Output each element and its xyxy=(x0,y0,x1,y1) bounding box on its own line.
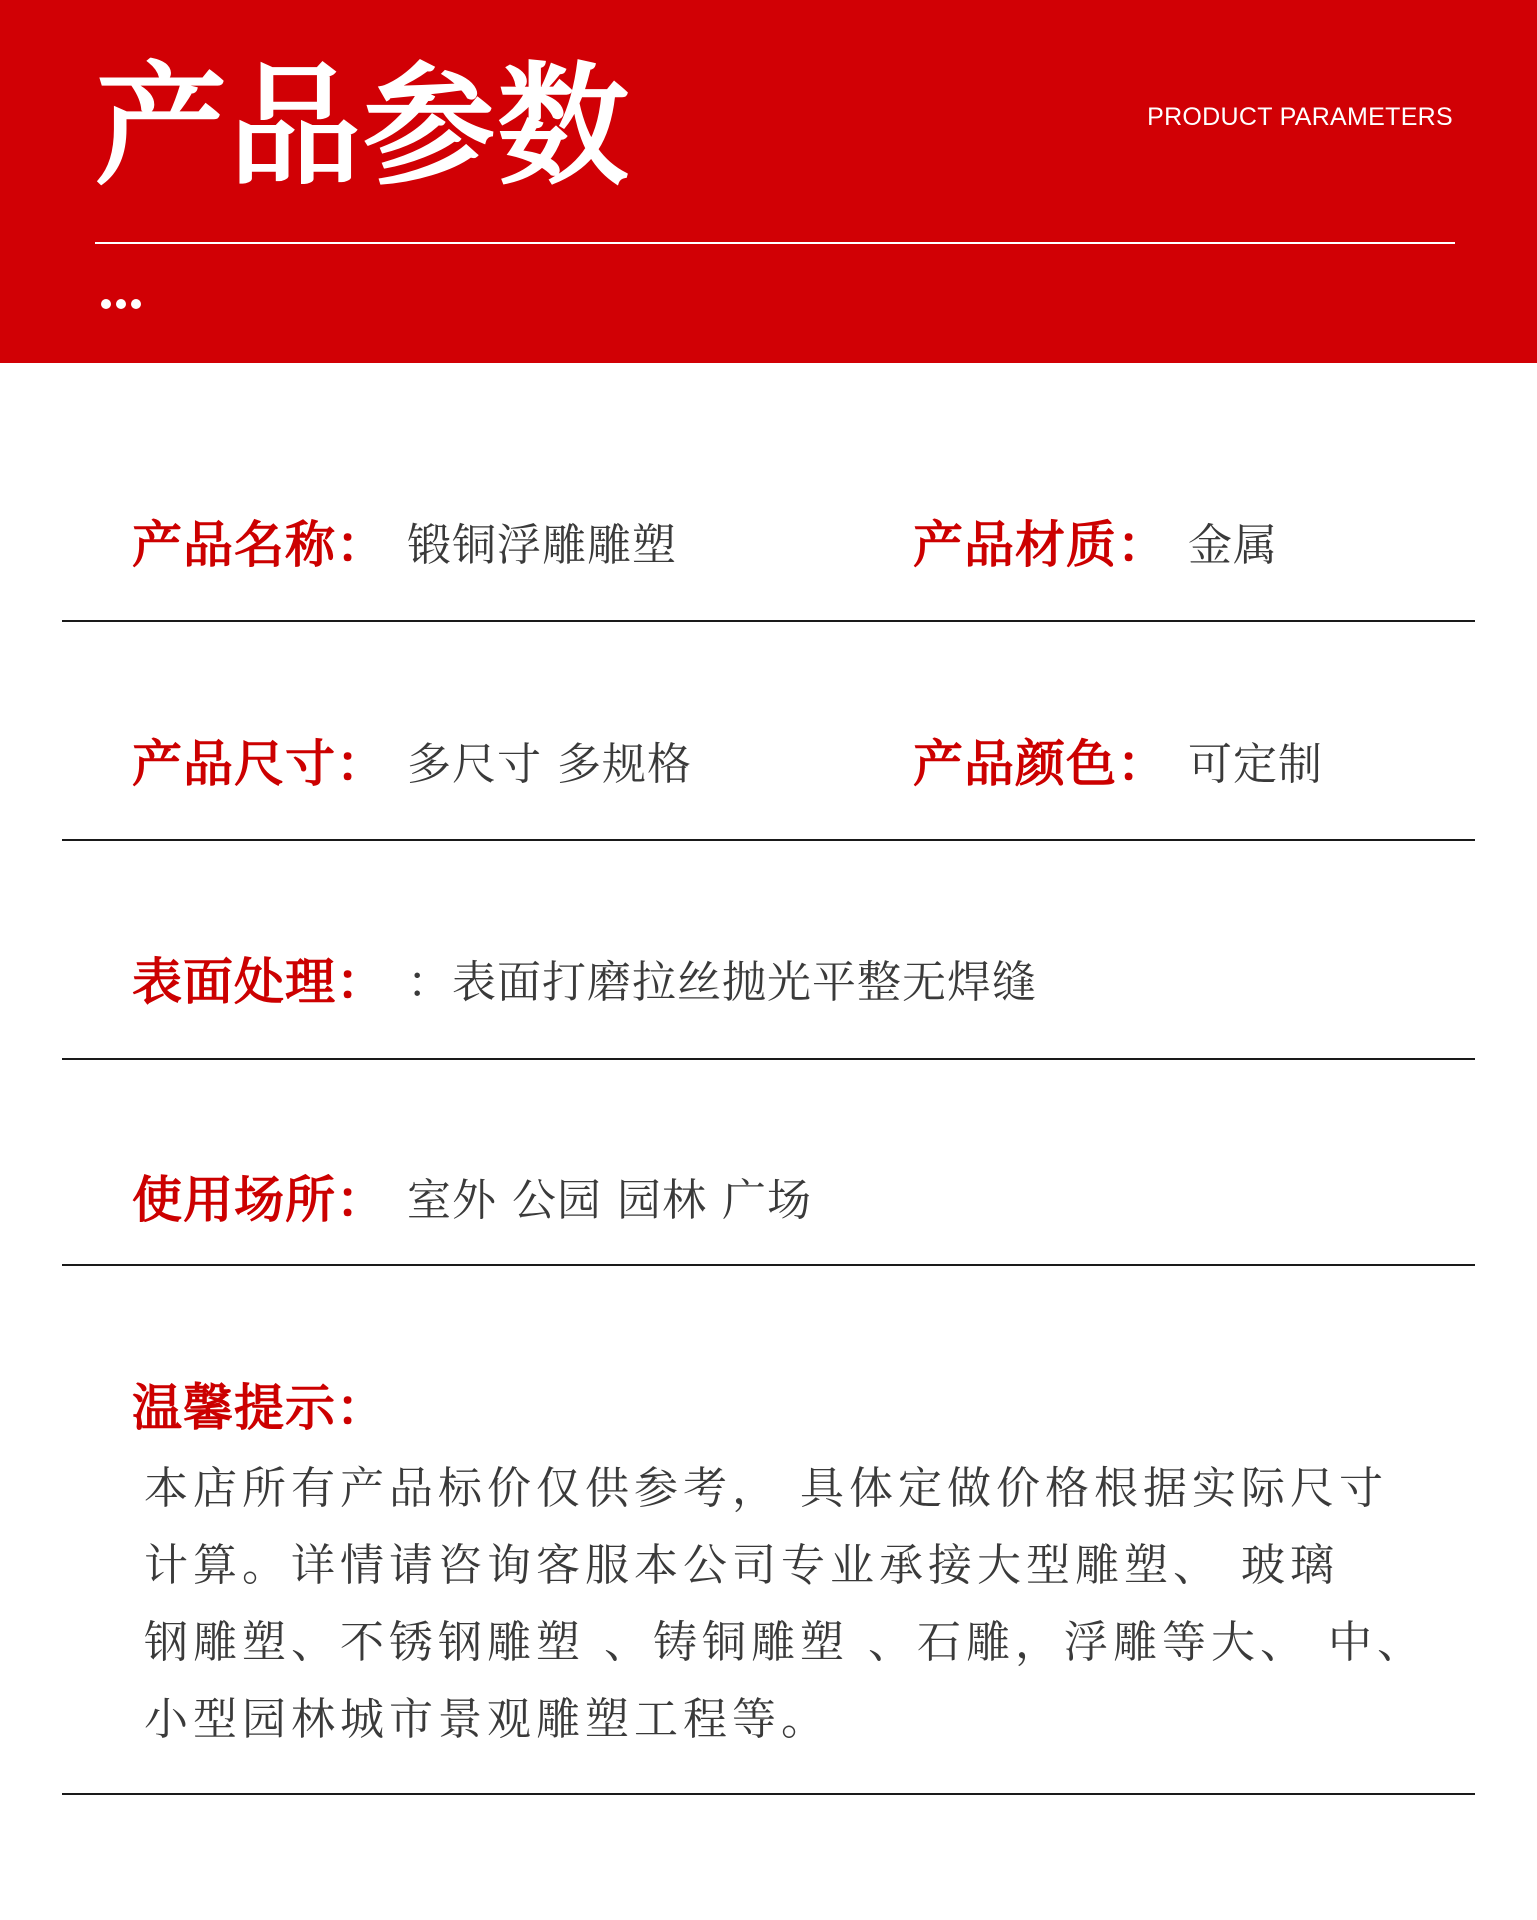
param-product-material xyxy=(913,505,1278,577)
row-divider xyxy=(62,1264,1475,1266)
tips-heading: 温馨提示： xyxy=(132,1379,387,1437)
param-label: 表面处理： xyxy=(132,953,387,1011)
row-divider xyxy=(62,620,1475,622)
param-surface-treatment xyxy=(132,942,1037,1014)
param-label: 产品名称： xyxy=(132,516,387,574)
page-title: 产品参数 xyxy=(95,50,631,204)
page-subtitle: PRODUCT PARAMETERS xyxy=(1147,103,1453,131)
tips-body xyxy=(144,1450,1426,1758)
param-product-name xyxy=(132,505,677,577)
param-label: 产品材质： xyxy=(913,516,1168,574)
param-value: 室外 公园 园林 广场 xyxy=(407,1175,812,1226)
header-banner xyxy=(0,0,1537,363)
tips-line: 钢雕塑、不锈钢雕塑 、铸铜雕塑 、石雕，浮雕等大、 中、 xyxy=(144,1617,1426,1668)
param-value: 多尺寸 多规格 xyxy=(407,739,692,790)
param-label: 产品尺寸： xyxy=(132,735,387,793)
param-product-size xyxy=(132,724,692,796)
header-divider xyxy=(95,242,1455,244)
row-divider xyxy=(62,1793,1475,1795)
param-product-color xyxy=(913,724,1323,796)
row-divider xyxy=(62,1058,1475,1060)
row-divider xyxy=(62,839,1475,841)
param-value: 金属 xyxy=(1188,520,1278,571)
param-usage-location xyxy=(132,1160,812,1232)
param-label: 产品颜色： xyxy=(913,735,1168,793)
ellipsis-icon xyxy=(101,299,141,309)
param-value: ：表面打磨拉丝抛光平整无焊缝 xyxy=(407,957,1037,1008)
param-value: 可定制 xyxy=(1188,739,1323,790)
tips-line: 计算。详情请咨询客服本公司专业承接大型雕塑、 玻璃 xyxy=(144,1540,1339,1591)
tips-line: 小型园林城市景观雕塑工程等。 xyxy=(144,1694,830,1745)
tips-line: 本店所有产品标价仅供参考， 具体定做价格根据实际尺寸 xyxy=(144,1463,1388,1514)
param-value: 锻铜浮雕雕塑 xyxy=(407,520,677,571)
param-label: 使用场所： xyxy=(132,1171,387,1229)
